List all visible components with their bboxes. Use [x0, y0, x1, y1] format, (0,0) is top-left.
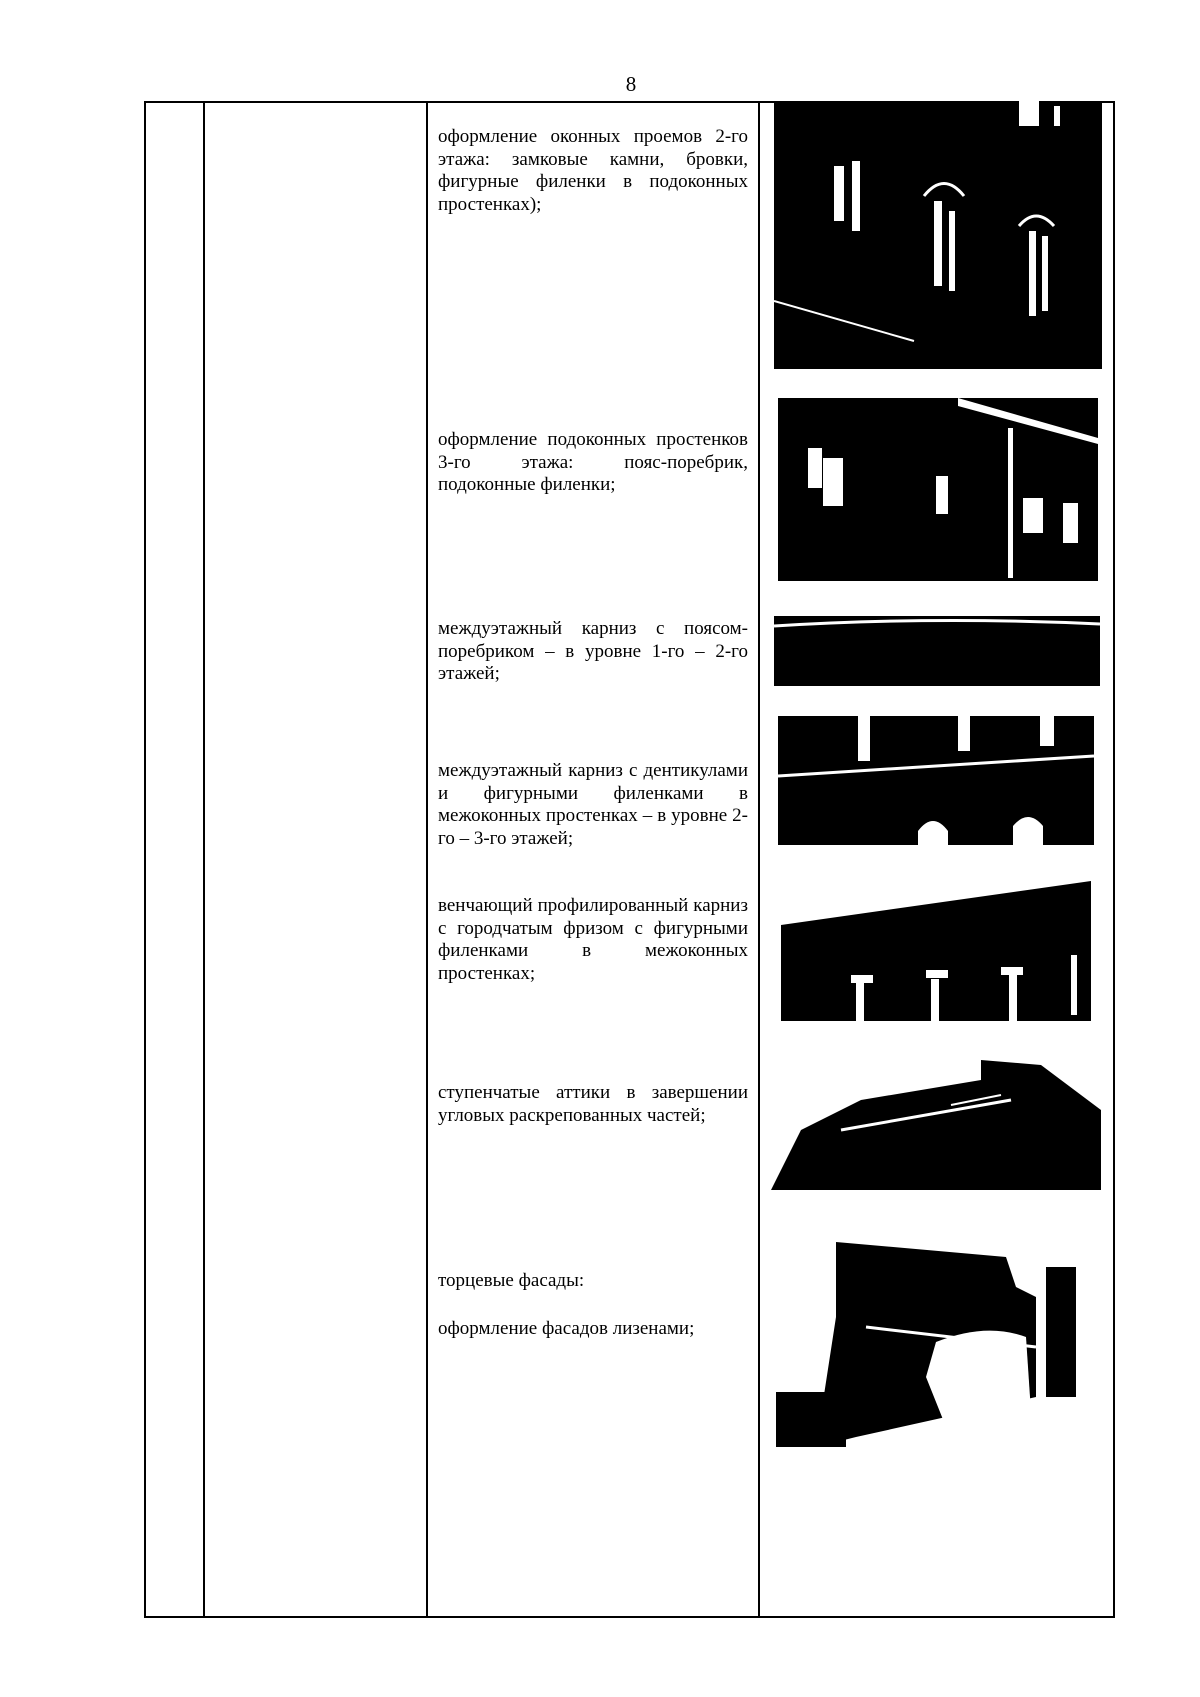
row-text-cornice-1-2: междуэтажный карниз с поясом-поребриком – в уровне 1-го – 2-го этажей; [438, 618, 748, 684]
row-text-end-facades: торцевые фасады: [438, 1270, 585, 1291]
photo-windows-2nd-floor [774, 101, 1102, 369]
photo-stepped-attics [771, 1050, 1101, 1190]
column-divider [758, 103, 760, 1616]
photo-cornice-2-3 [778, 716, 1094, 845]
photo-cornice-1-2 [774, 608, 1100, 686]
row-text-lesenes: оформление фасадов лизенами; [438, 1318, 695, 1339]
page-number: 8 [625, 72, 637, 96]
photo-crowning-cornice [781, 875, 1091, 1021]
row-text-windows-2nd-floor: оформление оконных проемов 2-го этажа: замковые камни, бровки, фигурные филенки в подоконных простенках); [438, 126, 748, 215]
photo-sill-3rd-floor [778, 398, 1098, 581]
column-divider [426, 103, 428, 1616]
row-text-attics: ступенчатые аттики в завершении угловых раскрепованных частей; [438, 1082, 748, 1126]
row-text-cornice-2-3: междуэтажный карниз с дентикулами и фигурными филенками в межоконных простенках – в уровне 2-го – 3-го этажей; [438, 760, 748, 849]
photo-end-facades [776, 1227, 1096, 1447]
row-text-sill-3rd-floor: оформление подоконных простенков 3-го этажа: пояс-поребрик, подоконные филенки; [438, 429, 748, 495]
column-divider [203, 103, 205, 1616]
row-text-crowning-cornice: венчающий профилированный карниз с городчатым фризом с фигурными филенками в межоконных простенках; [438, 895, 748, 984]
